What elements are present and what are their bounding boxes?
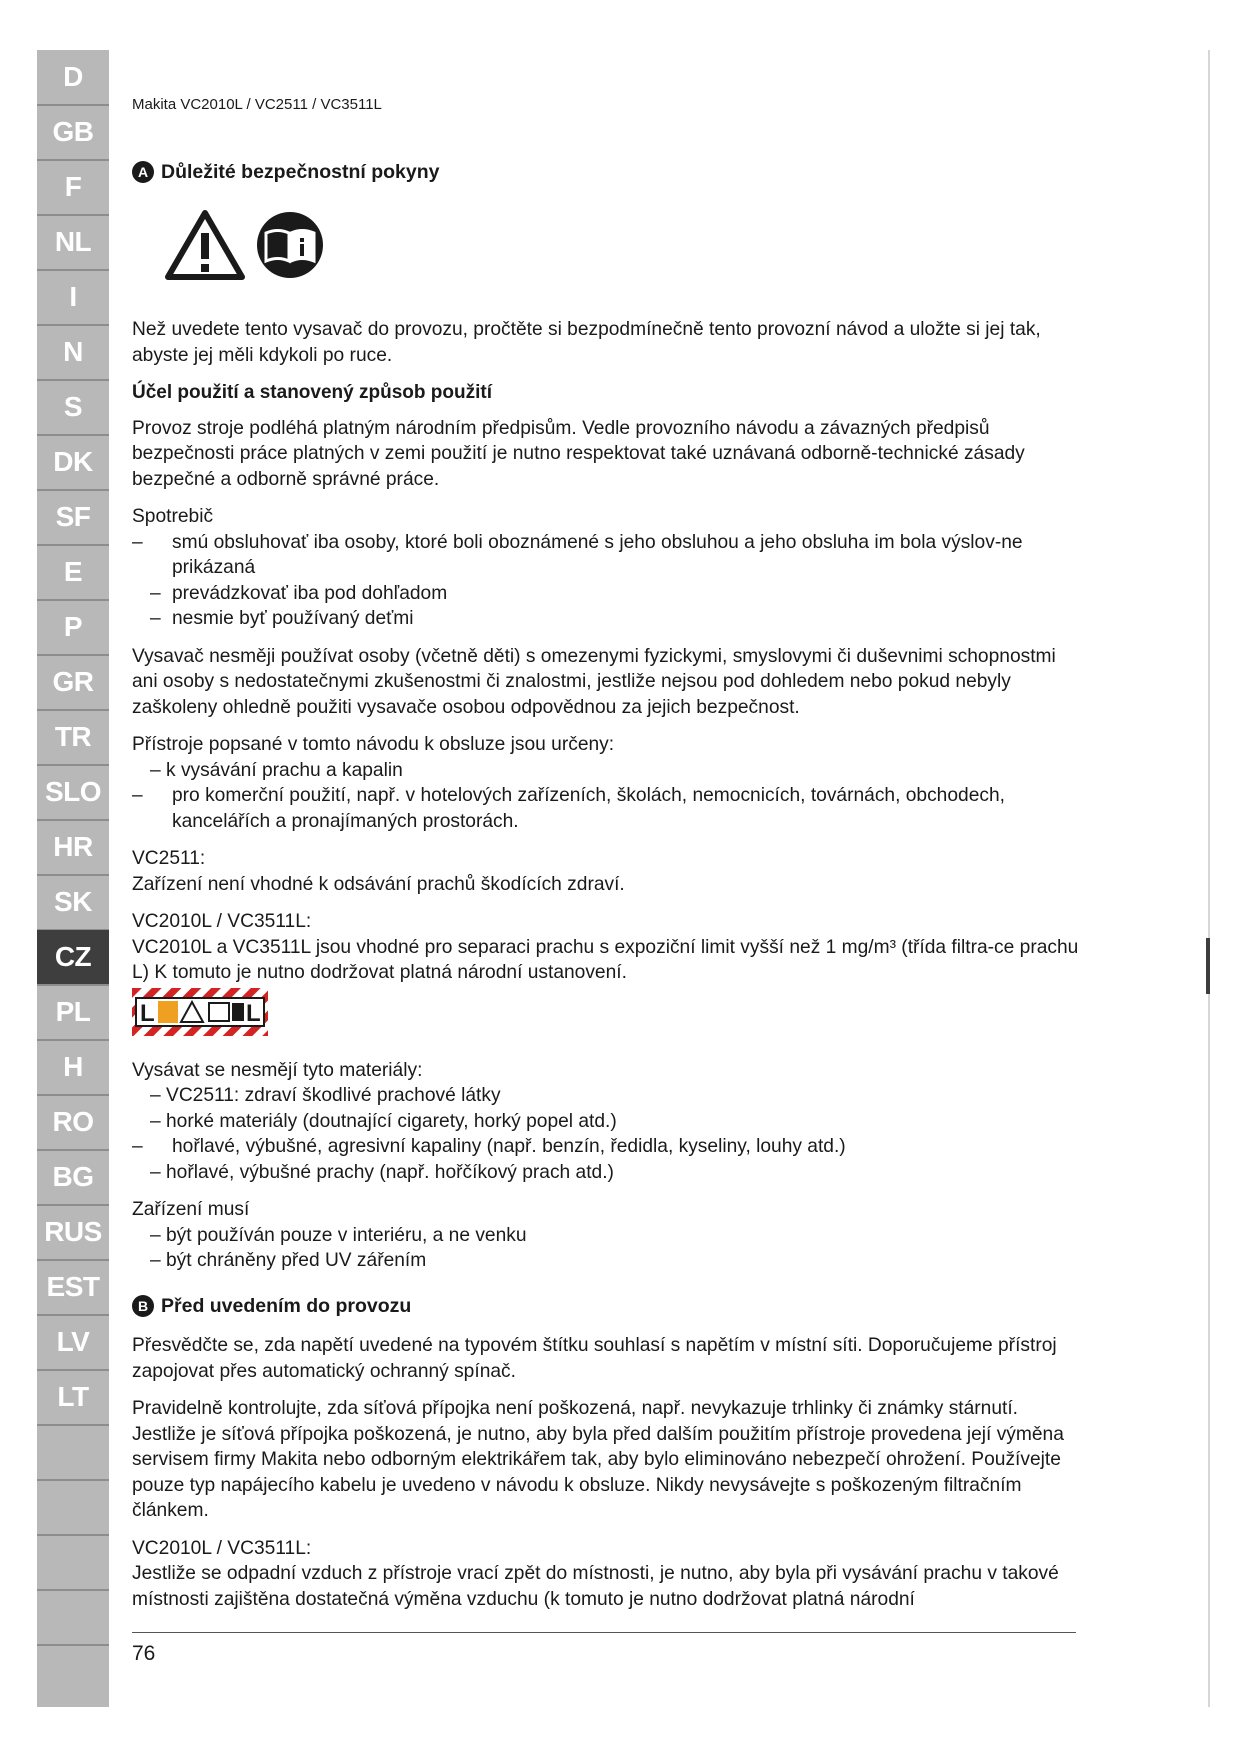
list-item: – být chráněny před UV zářením	[150, 1250, 427, 1271]
purpose-heading: Účel použití a stanovený způsob použití	[132, 382, 492, 403]
list-item: – k vysávání prachu a kapalin	[150, 759, 403, 781]
section-a-badge: A	[132, 161, 154, 183]
page-content	[132, 92, 1082, 1612]
dust-class-label	[132, 988, 1082, 1038]
lang-tab-gr[interactable]: GR	[37, 655, 109, 711]
model-header: Makita VC2010L / VC2511 / VC3511L	[132, 96, 382, 113]
right-margin-marker	[1206, 938, 1210, 994]
section-b-title: Před uvedením do provozu	[161, 1294, 412, 1317]
footer-rule	[132, 1632, 1076, 1633]
lang-tab-empty	[37, 1645, 109, 1701]
section-a-title: Důležité bezpečnostní pokyny	[161, 160, 440, 183]
dust-class-l-label-icon	[132, 988, 268, 1036]
lang-tab-est[interactable]: EST	[37, 1260, 109, 1316]
lang-tab-nl[interactable]: NL	[37, 215, 109, 271]
list-item: – prevádzkovať iba pod dohľadom	[150, 582, 448, 604]
vc2511-label: VC2511:	[132, 848, 206, 869]
lang-tab-hr[interactable]: HR	[37, 820, 109, 876]
lang-tab-s[interactable]: S	[37, 380, 109, 436]
list-item: – VC2511: zdraví škodlivé prachové látky	[150, 1085, 501, 1106]
page-number: 76	[132, 1642, 156, 1665]
voltage-paragraph: Přesvědčte se, zda napětí uvedené na typovém štítku souhlasí s napětím v místní síti. Doporučujeme přístroj zapojovat přes automatický ochranný spínač.	[132, 1335, 1057, 1382]
lang-tab-bg[interactable]: BG	[37, 1150, 109, 1206]
devices-intro: Přístroje popsané v tomto návodu k obsluze jsou určeny:	[132, 734, 615, 755]
list-item: – nesmie byť používaný deťmi	[150, 608, 414, 629]
lang-tab-pl[interactable]: PL	[37, 985, 109, 1041]
lang-tab-lv[interactable]: LV	[37, 1315, 109, 1371]
lang-tab-n[interactable]: N	[37, 325, 109, 381]
safety-icons	[164, 205, 1082, 285]
lang-tab-p[interactable]: P	[37, 600, 109, 656]
lang-tab-rus[interactable]: RUS	[37, 1205, 109, 1261]
vc2511-paragraph: Zařízení není vhodné k odsávání prachů škodících zdraví.	[132, 873, 625, 895]
list-item: – pro komerční použití, např. v hotelových zařízeních, školách, nemocnicích, továrnách, obchodech, kancelářích a pronajímaných prostorách.	[132, 785, 1005, 832]
vc2010-paragraph: VC2010L a VC3511L jsou vhodné pro separaci prachu s expoziční limit vyšší než 1 mg/m³ (třída filtra-ce prachu L) K tomuto je nutno dodržovat platná národní ustanovení.	[132, 936, 1079, 983]
warning-triangle-icon	[164, 209, 246, 281]
purpose-paragraph: Provoz stroje podléhá platným národním předpisům. Vedle provozního návodu a závazných předpisů bezpečnosti práce platných v zemi použití je nutno respektovat také uznávaná odborně-technické zásady bezpečné a odborně správné práce.	[132, 417, 1025, 490]
list-item: – být používán pouze v interiéru, a ne venku	[150, 1224, 527, 1246]
list-item: – hořlavé, výbušné prachy (např. hořčíkový prach atd.)	[150, 1161, 614, 1183]
dust-class-left-letter: L	[140, 999, 155, 1027]
list-item: – hořlavé, výbušné, agresivní kapaliny (např. benzín, ředidla, kyseliny, louhy atd.)	[132, 1136, 846, 1157]
lang-tab-slo[interactable]: SLO	[37, 765, 109, 821]
must-intro: Zařízení musí	[132, 1199, 250, 1220]
intro-paragraph: Než uvedete tento vysavač do provozu, pročtěte si bezpodmínečně tento provozní návod a uložte si jej tak, abyste jej měli kdykoli po ruce.	[132, 319, 1041, 366]
lang-tab-cz[interactable]: CZ	[37, 930, 109, 986]
vc2010-label: VC2010L / VC3511L:	[132, 911, 312, 932]
section-b-badge: B	[132, 1295, 154, 1317]
spotrebic-title: Spotrebič	[132, 506, 214, 527]
lang-tab-sf[interactable]: SF	[37, 490, 109, 546]
lang-tab-empty	[37, 1535, 109, 1591]
lang-tab-ro[interactable]: RO	[37, 1095, 109, 1151]
ventilation-paragraph: Jestliže se odpadní vzduch z přístroje vrací zpět do místnosti, je nutno, aby byla při vysávání prachu v takové místnosti zajištěna dostatečná výměna vzduchu (k tomuto je nutno dodržovat platná národní	[132, 1563, 1059, 1610]
lang-tab-lt[interactable]: LT	[37, 1370, 109, 1426]
cable-check-paragraph: Pravidelně kontrolujte, zda síťová přípojka není poškozená, např. nevykazuje trhlinky či známky stárnutí. Jestliže je síťová přípojka poškozená, je nutno, aby byla před dalším použitím přístroje provedena její výměna servisem firmy Makita nebo odborným elektrikářem tak, aby bylo eliminováno nebezpečí ohrožení. Používejte pouze typ napájecího kabelu je uvedeno v návodu k obsluze. Nikdy nevysávejte s poškozeným filtračním článkem.	[132, 1398, 1064, 1521]
read-manual-icon	[256, 211, 324, 279]
lang-tab-h[interactable]: H	[37, 1040, 109, 1096]
dust-class-right-letter: L	[246, 999, 261, 1027]
lang-tab-empty	[37, 1590, 109, 1646]
lang-tab-empty	[37, 1480, 109, 1536]
section-b-heading	[132, 1294, 1082, 1320]
lang-tab-gb[interactable]: GB	[37, 105, 109, 161]
materials-intro: Vysávat se nesmějí tyto materiály:	[132, 1059, 423, 1081]
lang-tab-f[interactable]: F	[37, 160, 109, 216]
list-item: – horké materiály (doutnající cigarety, horký popel atd.)	[150, 1110, 617, 1132]
vc-section-b-label: VC2010L / VC3511L:	[132, 1537, 312, 1559]
right-margin-rule	[1208, 50, 1210, 1707]
lang-tab-i[interactable]: I	[37, 270, 109, 326]
lang-tab-sk[interactable]: SK	[37, 875, 109, 931]
list-item: – smú obsluhovať iba osoby, ktoré boli oboznámené s jeho obsluhou a jeho obsluha im bola výslov-ne prikázaná	[132, 531, 1023, 578]
lang-tab-dk[interactable]: DK	[37, 435, 109, 491]
persons-paragraph: Vysavač nesměji používat osoby (včetně děti) s omezenymi fyzickymi, smyslovymi či duševnimi schopnostmi ani osoby s nedostatečnymi zkušenostmi či znalostmi, jestliže nejsou pod dohledem nebo pokud nebyly zaškoleny ohledně použiti vysavače osobou odpovědnou za jejich bezpečnost.	[132, 645, 1056, 718]
section-a-heading	[132, 160, 1082, 186]
lang-tab-tr[interactable]: TR	[37, 710, 109, 766]
lang-tab-e[interactable]: E	[37, 545, 109, 601]
language-sidebar	[37, 50, 109, 1707]
lang-tab-empty	[37, 1425, 109, 1481]
lang-tab-d[interactable]: D	[37, 50, 109, 106]
